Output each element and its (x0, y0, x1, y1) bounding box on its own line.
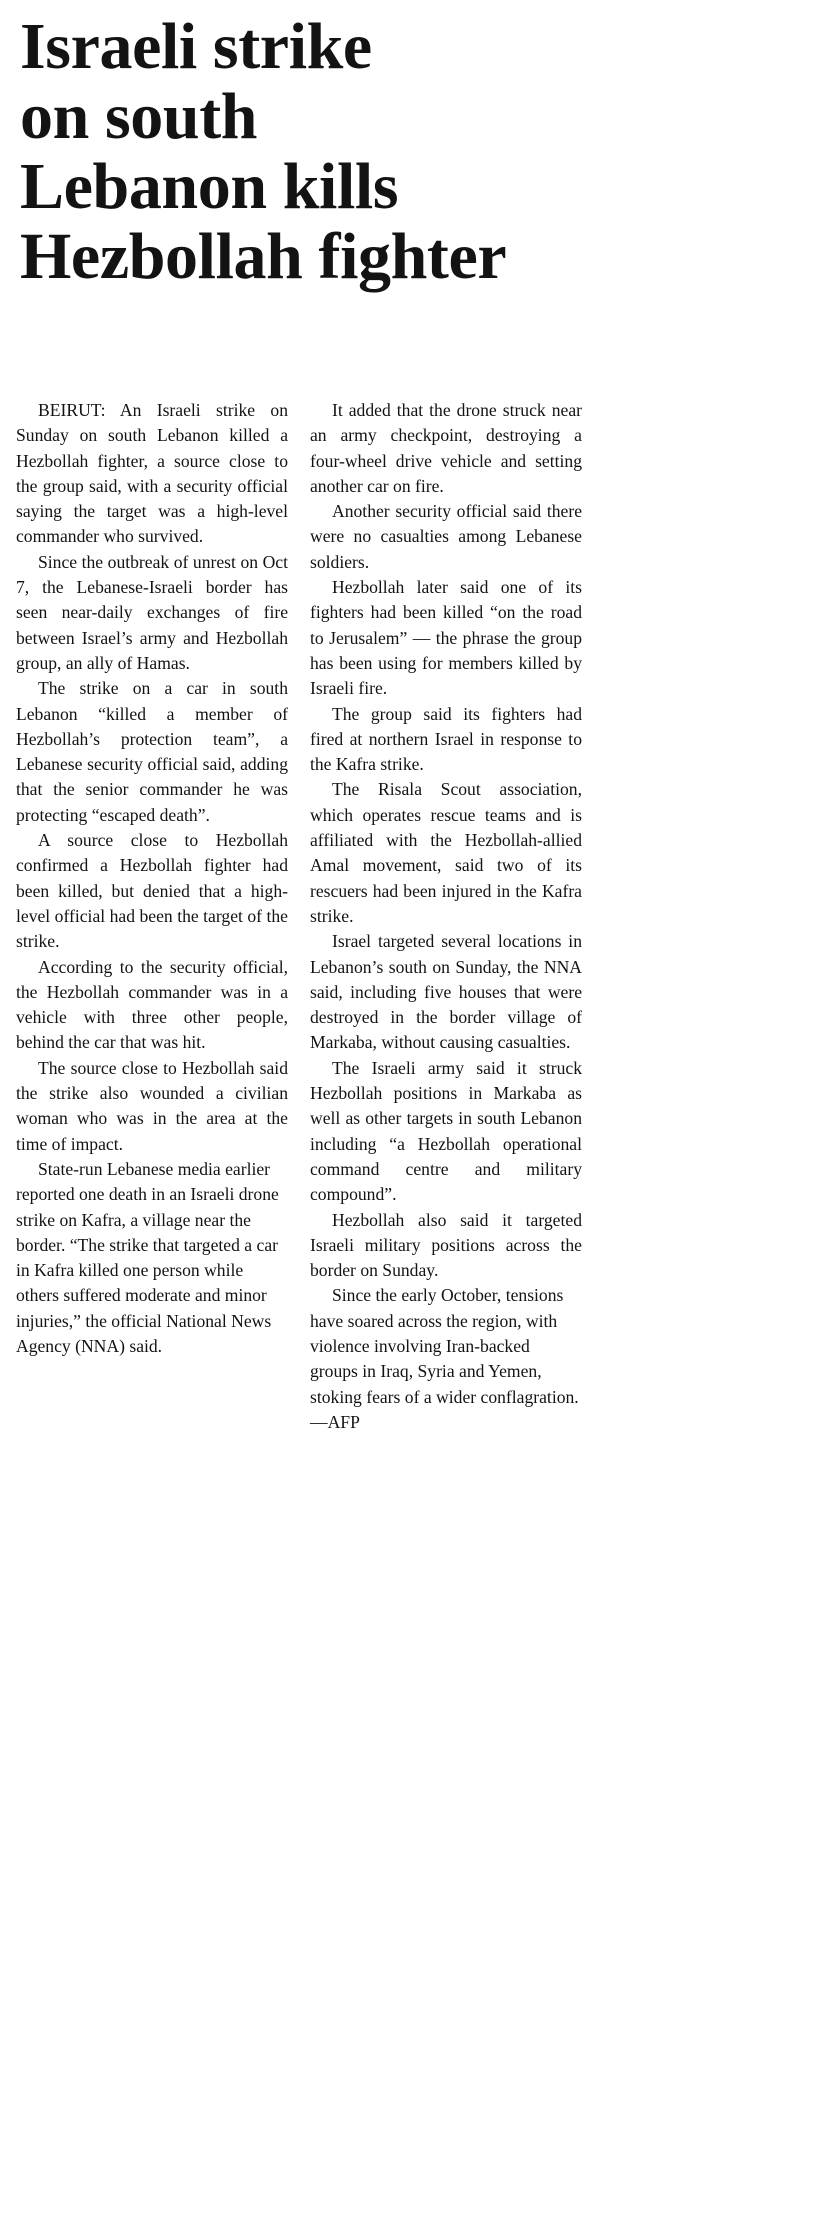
paragraph: Hezbollah also said it targeted Israeli military positions across the border on Sunday. (310, 1209, 582, 1281)
headline-line-2: on south (20, 80, 258, 153)
paragraph: The source close to Hezbollah said the strike also wounded a civilian woman who was in the area at the time of impact. (16, 1057, 288, 1154)
paragraph: Another security official said there were no casualties among Lebanese soldiers. (310, 501, 582, 572)
paragraph: The group said its fighters had fired at northern Israel in response to the Kafra strike. (310, 703, 582, 775)
headline-line-1: Israeli strike (20, 10, 372, 83)
paragraph: According to the security official, the Hezbollah commander was in a vehicle with three other people, behind the car that was hit. (16, 956, 288, 1053)
article-column-right (310, 398, 582, 1435)
paragraph: Hezbollah later said one of its fighters had been killed “on the road to Jerusalem” — the phrase the group has been using for members killed by Israeli fire. (310, 577, 582, 699)
paragraph-with-credit: Since the early October, tensions have soared across the region, with violence involving Iran-backed groups in Iraq, Syria and Yemen, stoking fears of a wider conflagration.—AFP (310, 1285, 579, 1432)
paragraph: Since the outbreak of unrest on Oct 7, the Lebanese-Israeli border has seen near-daily exchanges of fire between Israel’s army and Hezbollah group, an ally of Hamas. (16, 551, 288, 673)
headline-line-3: Lebanon kills (20, 150, 399, 223)
paragraph: BEIRUT: An Israeli strike on Sunday on south Lebanon killed a Hezbollah fighter, a source close to the group said, with a security official saying the target was a high-level commander who survived. (16, 400, 288, 547)
paragraph: A source close to Hezbollah confirmed a Hezbollah fighter had been killed, but denied that a high-level official had been the target of the strike. (16, 830, 288, 952)
headline-line-4: Hezbollah fighter (20, 220, 507, 293)
paragraph: Israel targeted several locations in Lebanon’s south on Sunday, the NNA said, including five houses that were destroyed in the border village of Markaba, without causing casualties. (310, 931, 582, 1053)
paragraph: State-run Lebanese media earlier reported one death in an Israeli drone strike on Kafra, a village near the border. “The strike that targeted a car in Kafra killed one person while others suffered moderate and minor injuries,” the official National News Agency (NNA) said. (16, 1158, 279, 1356)
paragraph: The Risala Scout association, which operates rescue teams and is affiliated with the Hezbollah-allied Amal movement, said two of its rescuers had been injured in the Kafra strike. (310, 779, 582, 926)
article-column-left (16, 398, 288, 1359)
page-title (20, 12, 620, 292)
paragraph: The Israeli army said it struck Hezbollah positions in Markaba as well as other targets in south Lebanon including “a Hezbollah operational command centre and military compound”. (310, 1057, 582, 1205)
article-body (16, 398, 586, 2228)
paragraph: It added that the drone struck near an army checkpoint, destroying a four-wheel drive vehicle and setting another car on fire. (310, 400, 582, 496)
paragraph: The strike on a car in south Lebanon “killed a member of Hezbollah’s protection team”, a Lebanese security official said, adding that the senior commander he was protecting “escaped death”. (16, 678, 288, 825)
